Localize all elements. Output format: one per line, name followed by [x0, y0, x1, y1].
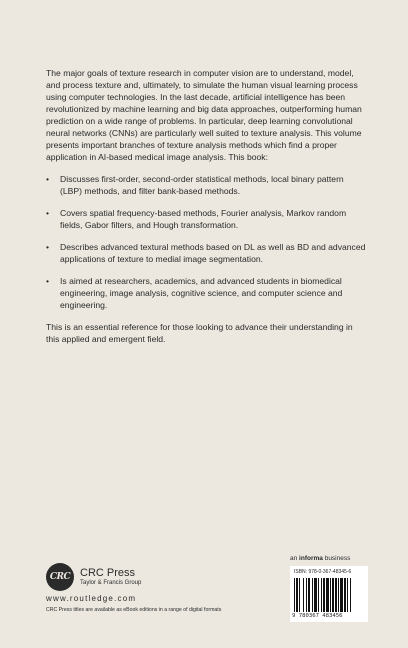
barcode-digits: 9 780367 483456 [292, 613, 343, 619]
list-item-text: Covers spatial frequency-based methods, Fourier analysis, Markov random fields, Gabor filters, and Hough transformation. [60, 208, 347, 230]
intro-paragraph: The major goals of texture research in computer vision are to understand, model, and process texture and, ultimately, to simulate the human visual learning process using computer technologies. In the last decade, artificial intelligence has been revolutionized by machine learning and big data approaches, outperforming human prediction on a wide range of problems. In particular, deep learning convolutional neural networks (CNNs) are particularly well suited to texture analysis. This volume presents important branches of texture analysis methods which find a proper application in AI-based medical image analysis. This book: [46, 68, 362, 162]
publisher-logo [46, 563, 141, 591]
list-item [46, 207, 368, 231]
list-item [46, 241, 368, 265]
closing-paragraph: This is an essential reference for those looking to advance their understanding in this applied and emergent field. [46, 322, 353, 344]
bullet-icon: • [46, 174, 50, 184]
bullet-icon: • [46, 276, 50, 286]
bullet-icon: • [46, 208, 50, 218]
list-item-text: Discusses first-order, second-order statistical methods, local binary pattern (LBP) methods, and filter bank-based methods. [60, 174, 344, 196]
list-item [46, 275, 368, 311]
bullet-icon: • [46, 242, 50, 252]
publisher-name: CRC Press [80, 567, 136, 579]
isbn-label: ISBN: 978-0-367-48345-6 [294, 569, 352, 575]
barcode-panel [290, 566, 368, 622]
publisher-name-block [80, 567, 141, 587]
ebook-note: CRC Press titles are available as eBook editions in a range of digital formats [46, 607, 222, 613]
list-item [46, 173, 368, 197]
business-brand: informa [299, 555, 323, 562]
business-prefix: an [290, 555, 298, 562]
feature-list [46, 173, 368, 311]
publisher-website: www.routledge.com [46, 594, 137, 603]
list-item-text: Describes advanced textural methods based on DL as well as BD and advanced applications of texture to medial image segmentation. [60, 242, 366, 264]
business-suffix: business [324, 555, 351, 562]
back-cover-text [46, 67, 368, 345]
list-item-text: Is aimed at researchers, academics, and advanced students in biomedical engineering, image analysis, cognitive science, and computer science and engineering. [60, 276, 343, 310]
publisher-group: Taylor & Francis Group [80, 580, 142, 586]
barcode-icon [294, 578, 364, 612]
crc-logo-icon: CRC [46, 563, 74, 591]
informa-business-line [290, 555, 350, 562]
